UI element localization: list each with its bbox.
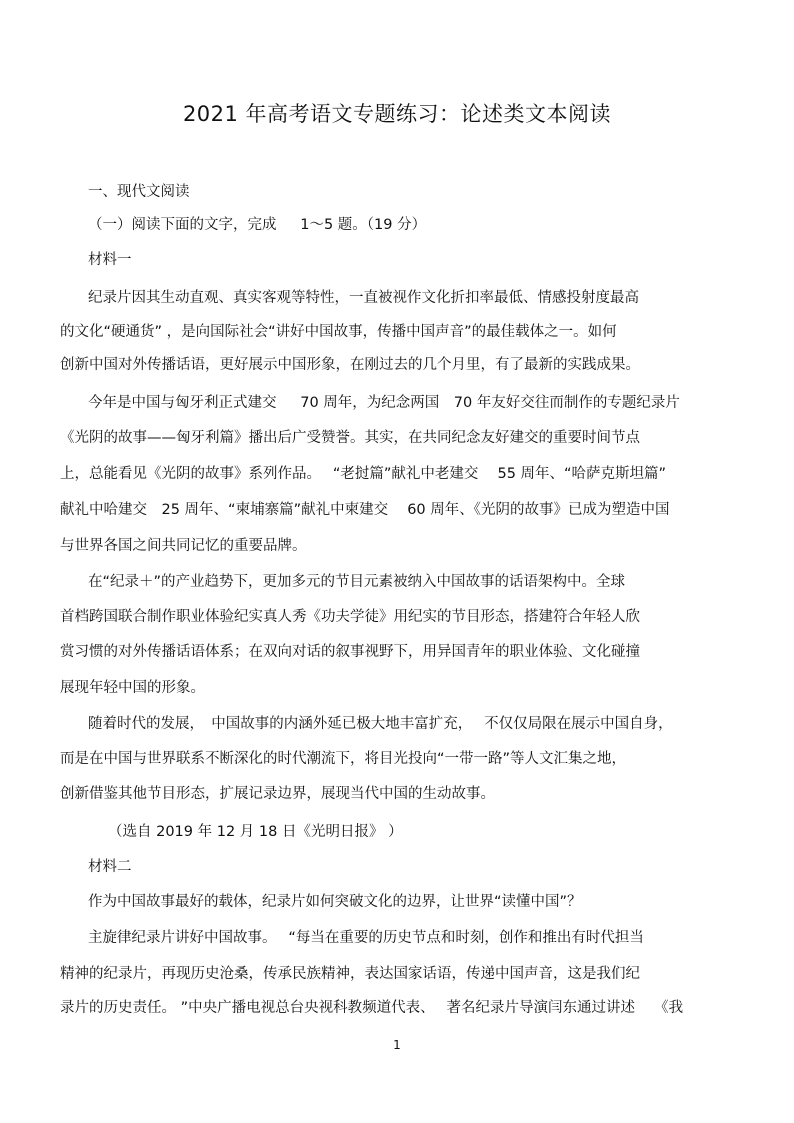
paragraph-line: 与世界各国之间共同记忆的重要品牌。 — [60, 538, 307, 554]
paragraph-line: 录片的历史责任。 ”中央广播电视总台央视科教频道代表、 著名纪录片导演闫东通过讲述 《我 — [60, 1000, 684, 1016]
source-citation: （选自 2019 年 12 月 18 日《光明日报》 ） — [108, 824, 403, 840]
paragraph-line: 主旋律纪录片讲好中国故事。 “每当在重要的历史节点和时刻，创作和推出有时代担当 — [88, 930, 644, 946]
paragraph-line: 作为中国故事最好的载体，纪录片如何突破文化的边界，让世界“读懂中国”？ — [88, 894, 582, 910]
paragraph-line: 献礼中哈建交 25 周年、“柬埔寨篇”献礼中柬建交 60 周年、《光阴的故事》已成为塑造中国 — [60, 502, 670, 518]
paragraph-line: 纪录片因其生动直观、真实客观等特性，一直被视作文化折扣率最低、情感投射度最高 — [88, 290, 639, 306]
paragraph-line: 而是在中国与世界联系不断深化的时代潮流下，将目光投向“一带一路”等人文汇集之地， — [60, 751, 627, 767]
paragraph-line: 展现年轻中国的形象。 — [60, 680, 205, 696]
section-heading: 一、现代文阅读 — [88, 184, 190, 200]
page-number: 1 — [393, 1038, 401, 1052]
question-instruction: （一）阅读下面的文字，完成 1～5 题。（19 分） — [88, 217, 427, 233]
paragraph-line: 创新中国对外传播话语，更好展示中国形象，在刚过去的几个月里，有了最新的实践成果。 — [60, 357, 640, 373]
paragraph-line: 首档跨国联合制作职业体验纪实真人秀《功夫学徒》用纪实的节目形态，搭建符合年轻人欣 — [60, 609, 640, 625]
paragraph-line: 创新借鉴其他节目形态，扩展记录边界，展现当代中国的生动故事。 — [60, 786, 495, 802]
paragraph-line: 赏习惯的对外传播话语体系；在双向对话的叙事视野下，用异国青年的职业体验、文化碰撞 — [60, 644, 640, 660]
paragraph-line: 上，总能看见《光阴的故事》系列作品。 “老挝篇”献礼中老建交 55 周年、“哈萨克斯坦篇” — [60, 466, 667, 482]
paragraph-line: 《光阴的故事——匈牙利篇》播出后广受赞誉。其实，在共同纪念友好建交的重要时间节点 — [60, 430, 640, 446]
paragraph-line: 的文化“硬通货” ，是向国际社会“讲好中国故事，传播中国声音”的最佳载体之一。如何 — [60, 324, 617, 340]
document-title: 2021 年高考语文专题练习：论述类文本阅读 — [182, 102, 612, 126]
paragraph-line: 精神的纪录片，再现历史沧桑，传承民族精神，表达国家话语，传递中国声音，这是我们纪 — [60, 966, 640, 982]
paragraph-line: 随着时代的发展， 中国故事的内涵外延已极大地丰富扩充， 不仅仅局限在展示中国自身， — [88, 716, 673, 732]
material-heading-1: 材料一 — [88, 252, 132, 268]
paragraph-line: 在“纪录＋”的产业趋势下，更加多元的节目元素被纳入中国故事的话语架构中。全球 — [88, 574, 626, 590]
material-heading-2: 材料二 — [88, 859, 132, 875]
paragraph-line: 今年是中国与匈牙利正式建交 70 周年，为纪念两国 70 年友好交往而制作的专题纪录片 — [88, 395, 680, 411]
